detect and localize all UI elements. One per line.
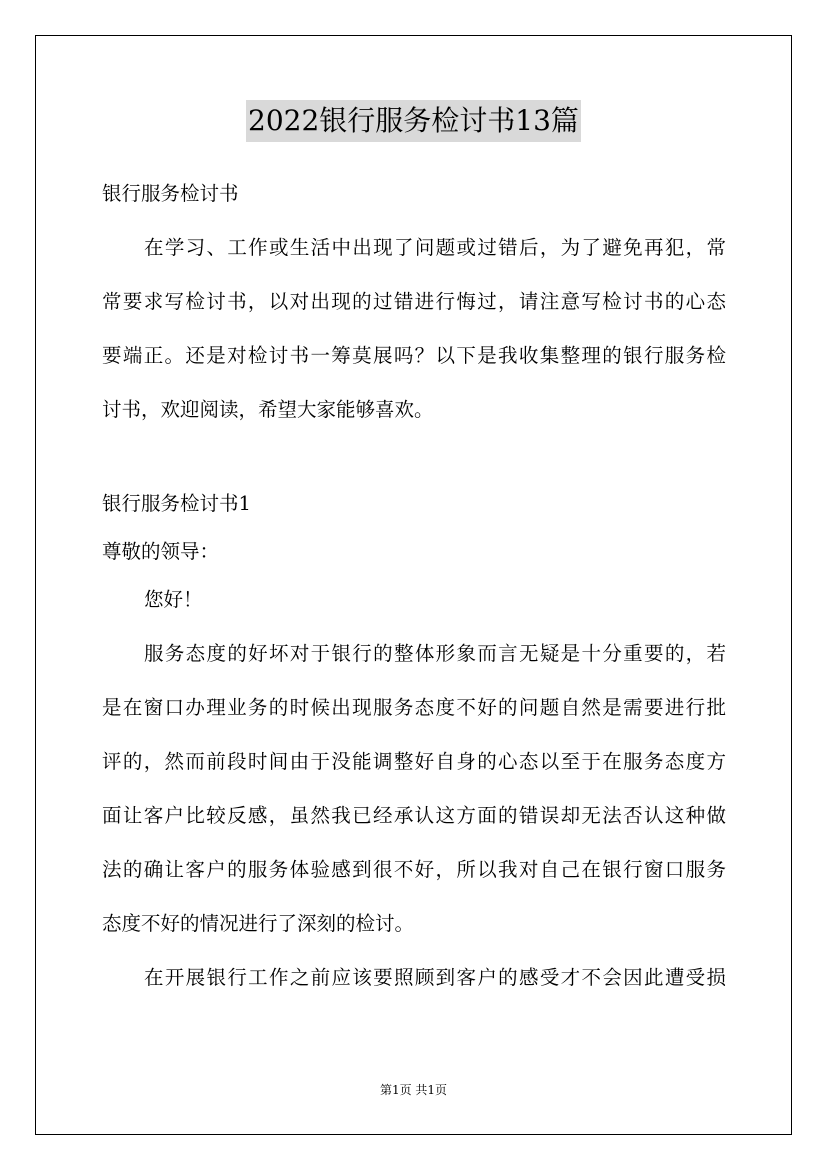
document-title: 2022银行服务检讨书13篇 <box>246 100 581 142</box>
title-container <box>0 100 827 142</box>
intro-heading: 银行服务检讨书 <box>102 182 239 205</box>
para1-line-2: 是在窗口办理业务的时候出现服务态度不好的问题自然是需要进行批 <box>102 696 726 719</box>
intro-line-1: 在学习、工作或生活中出现了问题或过错后，为了避免再犯，常 <box>144 236 726 259</box>
para1-line-3: 评的，然而前段时间由于没能调整好自身的心态以至于在服务态度方 <box>102 750 726 773</box>
salutation: 尊敬的领导： <box>102 540 220 563</box>
section-heading-1: 银行服务检讨书1 <box>102 492 251 515</box>
page-footer: 第1页 共1页 <box>379 1083 448 1097</box>
intro-line-3: 要端正。还是对检讨书一筹莫展吗？以下是我收集整理的银行服务检 <box>102 344 726 367</box>
para1-line-5: 法的确让客户的服务体验感到很不好，所以我对自己在银行窗口服务 <box>102 858 726 881</box>
document-body <box>102 172 726 1000</box>
para1-line-1: 服务态度的好坏对于银行的整体形象而言无疑是十分重要的，若 <box>144 642 726 665</box>
greeting: 您好！ <box>144 588 203 611</box>
para1-line-6: 态度不好的情况进行了深刻的检讨。 <box>102 912 415 935</box>
intro-line-4: 讨书，欢迎阅读，希望大家能够喜欢。 <box>102 398 434 421</box>
para1-line-4: 面让客户比较反感，虽然我已经承认这方面的错误却无法否认这种做 <box>102 804 726 827</box>
intro-line-2: 常要求写检讨书，以对出现的过错进行悔过，请注意写检讨书的心态 <box>102 290 726 313</box>
para2-line-1: 在开展银行工作之前应该要照顾到客户的感受才不会因此遭受损 <box>144 966 726 989</box>
